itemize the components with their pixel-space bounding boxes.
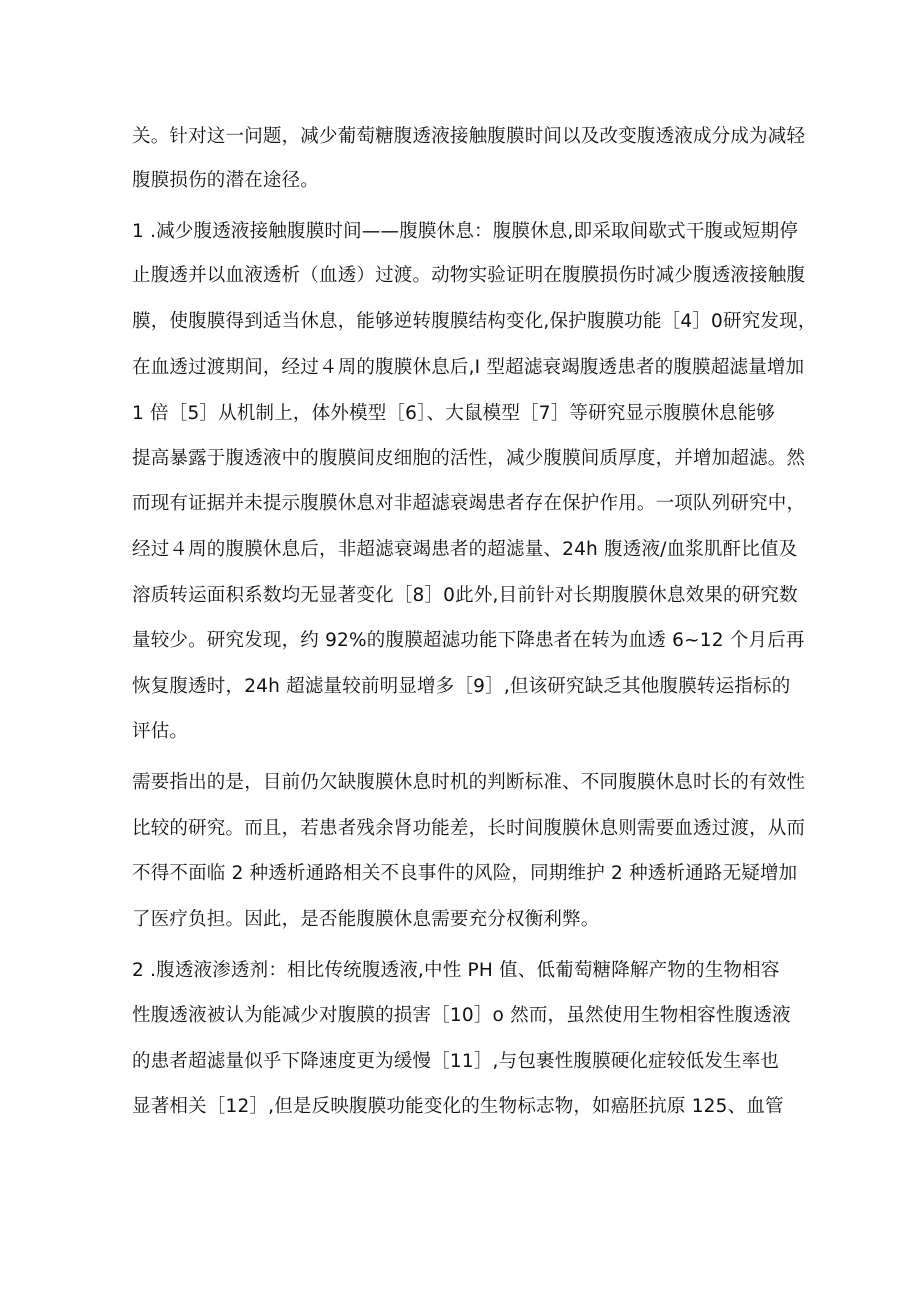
text-line: 经过４周的腹膜休息后，非超滤衰竭患者的超滤量、24h 腹透液/血浆肌酐比值及 — [132, 539, 798, 560]
text-line: 止腹透并以血液透析（血透）过渡。动物实验证明在腹膜损伤时减少腹透液接触腹 — [132, 265, 806, 286]
text-line: 性腹透液被认为能减少对腹膜的损害［10］o 然而，虽然使用生物相容性腹透液 — [132, 1005, 791, 1026]
text-line: 提高暴露于腹透液中的腹膜间皮细胞的活性，减少腹膜间质厚度，并增加超滤。然 — [132, 448, 806, 469]
text-line: 不得不面临 2 种透析通路相关不良事件的风险，同期维护 2 种透析通路无疑增加 — [132, 863, 798, 884]
text-line: 溶质转运面积系数均无显著变化［8］0此外,目前针对长期腹膜休息效果的研究数 — [132, 585, 798, 606]
text-line: 腹膜损伤的潜在途径。 — [132, 170, 320, 191]
text-line: 而现有证据并未提示腹膜休息对非超滤衰竭患者存在保护作用。一项队列研究中， — [132, 493, 806, 514]
text-line: 在血透过渡期间，经过４周的腹膜休息后,I 型超滤衰竭腹透患者的腹膜超滤量增加 — [132, 357, 805, 378]
text-line: 显著相关［12］,但是反映腹膜功能变化的生物标志物，如癌胚抗原 125、血管 — [132, 1096, 784, 1117]
text-line: 1 .减少腹透液接触腹膜时间——腹膜休息：腹膜休息,即采取间歇式干腹或短期停 — [132, 221, 799, 242]
text-line: 了医疗负担。因此，是否能腹膜休息需要充分权衡利弊。 — [132, 909, 600, 930]
text-line: 量较少。研究发现，约 92%的腹膜超滤功能下降患者在转为血透 6~12 个月后再 — [132, 630, 805, 651]
text-line: 比较的研究。而且，若患者残余肾功能差，长时间腹膜休息则需要血透过渡，从而 — [132, 818, 806, 839]
text-line: 1 倍［5］从机制上，体外模型［6］、大鼠模型［7］等研究显示腹膜休息能够 — [132, 403, 776, 424]
text-line: 关。针对这一问题，减少葡萄糖腹透液接触腹膜时间以及改变腹透液成分成为减轻 — [132, 126, 806, 147]
text-line: 2 .腹透液渗透剂：相比传统腹透液,中性 PH 值、低葡萄糖降解产物的生物相容 — [132, 960, 780, 981]
text-line: 评估。 — [132, 721, 189, 742]
text-line: 的患者超滤量似乎下降速度更为缓慢［11］,与包裹性腹膜硬化症较低发生率也 — [132, 1051, 780, 1072]
text-line: 恢复腹透时，24h 超滤量较前明显增多［9］,但该研究缺乏其他腹膜转运指标的 — [132, 676, 791, 697]
text-line: 膜，使腹膜得到适当休息，能够逆转腹膜结构变化,保护腹膜功能［4］0研究发现， — [132, 311, 817, 332]
text-line: 需要指出的是，目前仍欠缺腹膜休息时机的判断标准、不同腹膜休息时长的有效性 — [132, 772, 806, 793]
